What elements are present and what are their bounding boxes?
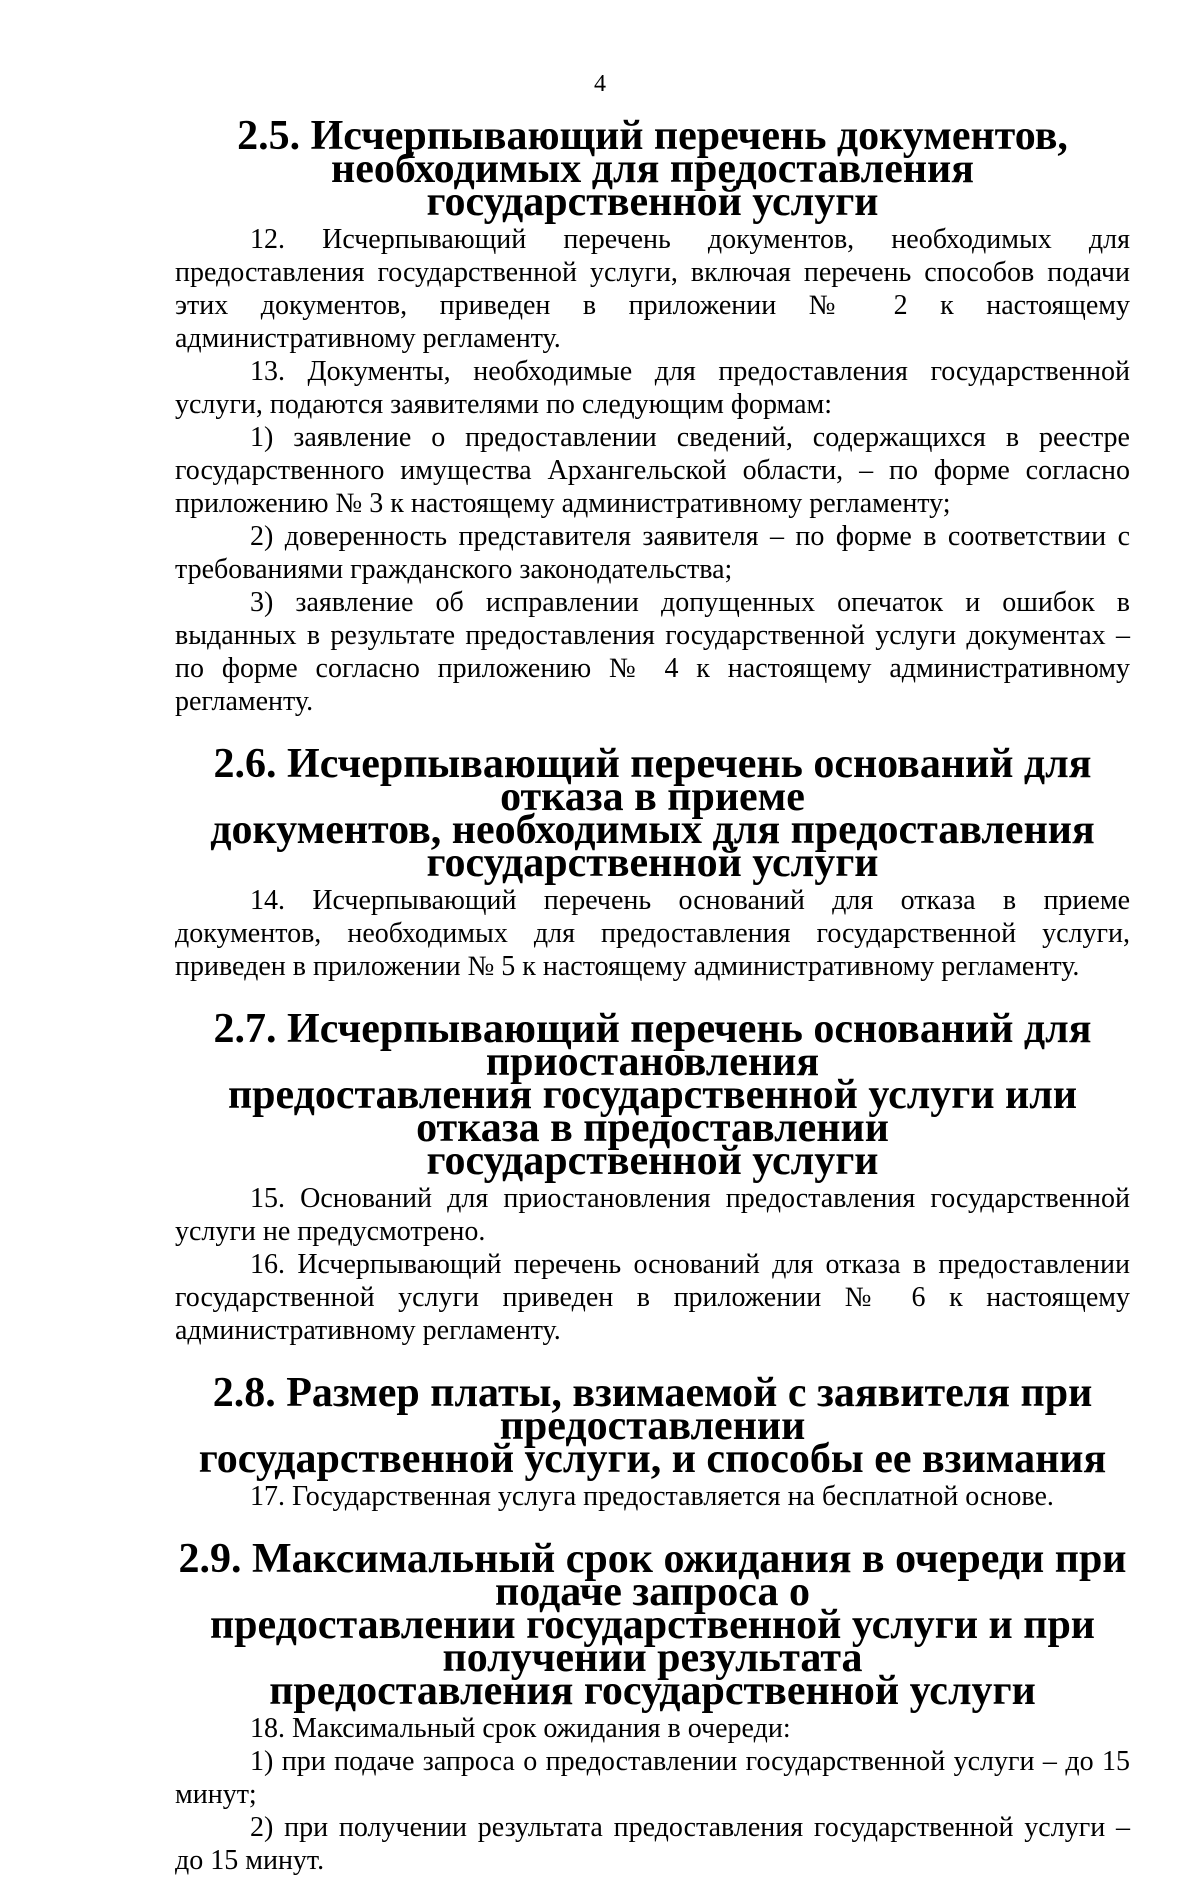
list-item: 3) заявление об исправлении допущенных опечаток и ошибок в выданных в результате предоставления государственной услуги документах – по форме согласно приложению № 4 к настоящему административному регламенту. [175,587,1130,717]
list-item: 2) при получении результата предоставления государственной услуги – до 15 минут. [175,1812,1130,1876]
section-heading [175,741,1130,886]
paragraph-13: 13. Документы, необходимые для предоставления государственной услуги, подаются заявителями по следующим формам: [175,356,1130,420]
paragraph-12: 12. Исчерпывающий перечень документов, необходимых для предоставления государственной услуги, включая перечень способов подачи этих документов, приведен в приложении № 2 к настоящему административному регламенту. [175,224,1130,354]
heading-line: необходимых для предоставления государственной услуги [331,146,974,225]
heading-line: государственной услуги, и способы ее взимания [198,1436,1107,1482]
document-body [175,113,1130,1877]
paragraph-17: 17. Государственная услуга предоставляется на бесплатной основе. [250,1481,1054,1512]
paragraph-15: 15. Оснований для приостановления предоставления государственной услуги не предусмотрено. [175,1183,1130,1247]
section-2-7 [175,1006,1130,1347]
heading-line: 2.6. Исчерпывающий перечень оснований для отказа в приеме [213,741,1092,820]
section-heading [175,113,1130,225]
list-item: 2) доверенность представителя заявителя – по форме в соответствии с требованиями гражданского законодательства; [175,521,1130,585]
heading-line: государственной услуги [426,1138,879,1184]
heading-line: 2.5. Исчерпывающий перечень документов, [237,113,1068,159]
paragraph-16: 16. Исчерпывающий перечень оснований для отказа в предоставлении государственной услуги приведен в приложении № 6 к настоящему административному регламенту. [175,1249,1130,1346]
section-2-5 [175,113,1130,718]
paragraph-14: 14. Исчерпывающий перечень оснований для отказа в приеме документов, необходимых для предоставления государственной услуги, приведен в приложении № 5 к настоящему административному регламенту. [175,885,1130,982]
heading-line: документов, необходимых для предоставления государственной услуги [210,807,1095,886]
section-heading [175,1370,1130,1482]
heading-line: 2.9. Максимальный срок ожидания в очереди при подаче запроса о [178,1536,1127,1615]
section-heading [175,1536,1130,1714]
section-heading [175,1006,1130,1184]
list-item: 1) заявление о предоставлении сведений, содержащихся в реестре государственного имущества Архангельской области, – по форме согласно приложению № 3 к настоящему административному регламенту; [175,422,1130,519]
heading-line: предоставления государственной услуги или отказа в предоставлении [227,1072,1078,1151]
section-2-9 [175,1536,1130,1877]
paragraph-18: 18. Максимальный срок ожидания в очереди: [250,1713,791,1744]
section-2-6 [175,741,1130,983]
heading-line: 2.8. Размер платы, взимаемой с заявителя при предоставлении [212,1370,1093,1449]
heading-line: предоставления государственной услуги [269,1668,1036,1714]
list-item: 1) при подаче запроса о предоставлении государственной услуги – до 15 минут; [175,1746,1130,1810]
section-2-8 [175,1370,1130,1513]
heading-line: 2.7. Исчерпывающий перечень оснований для приостановления [213,1006,1092,1085]
page-number: 4 [594,71,606,97]
heading-line: предоставлении государственной услуги и при получении результата [209,1602,1095,1681]
